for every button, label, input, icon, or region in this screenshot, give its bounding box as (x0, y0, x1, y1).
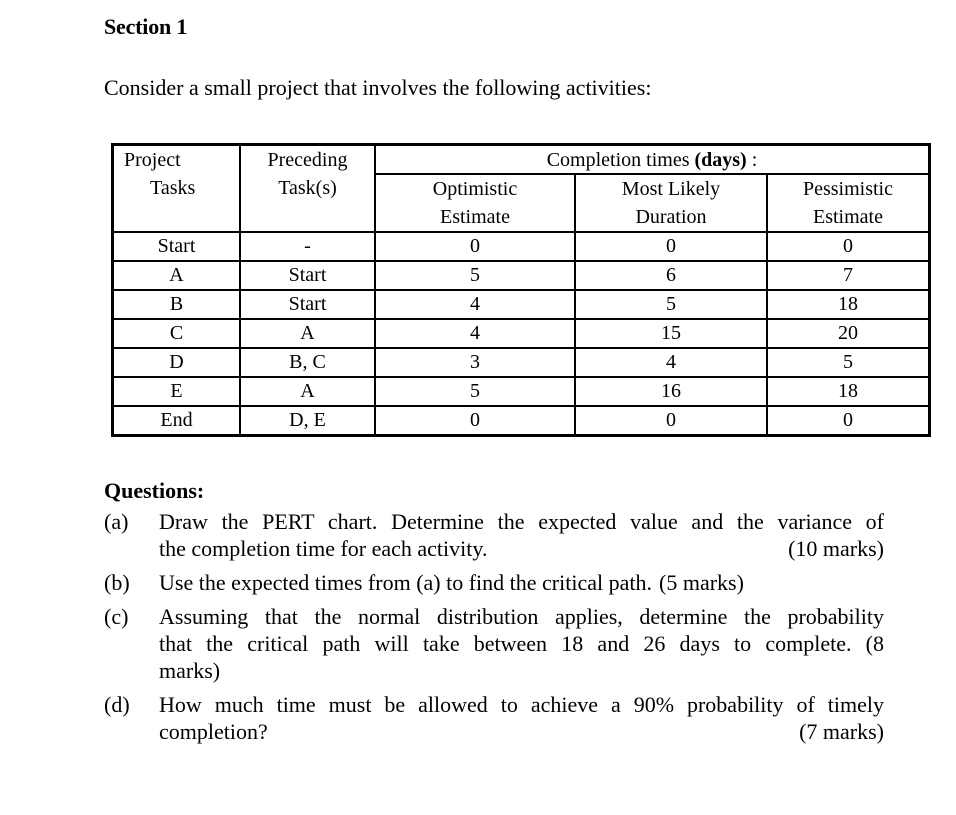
question-d (104, 691, 884, 745)
question-text-line-wrap: the completion time for each activity. (10 marks) (159, 536, 884, 561)
header-pessimistic: Pessimistic Estimate (767, 174, 930, 232)
cell-optimistic: 4 (375, 290, 575, 319)
cell-most-likely: 5 (575, 290, 767, 319)
cell-optimistic: 3 (375, 348, 575, 377)
table-header-row-1 (113, 145, 930, 175)
question-label: (d) (104, 692, 130, 717)
cell-most-likely: 0 (575, 406, 767, 436)
cell-pessimistic: 7 (767, 261, 930, 290)
question-marks: (10 marks) (788, 536, 884, 561)
table-row (113, 232, 930, 261)
question-text-line: Draw the PERT chart. Determine the expected value and the variance of (159, 509, 884, 534)
question-c (104, 603, 884, 684)
question-text-line: that the critical path will take between 18 and 26 days to complete. (8 (159, 631, 884, 656)
cell-task: E (113, 377, 241, 406)
header-optimistic: Optimistic Estimate (375, 174, 575, 232)
question-text-line: Assuming that the normal distribution applies, determine the probability (159, 604, 884, 629)
cell-preceding: A (240, 319, 375, 348)
cell-preceding: Start (240, 261, 375, 290)
table-row (113, 348, 930, 377)
cell-most-likely: 4 (575, 348, 767, 377)
table-row (113, 377, 930, 406)
cell-pessimistic: 0 (767, 232, 930, 261)
intro-text: Consider a small project that involves the following activities: (104, 75, 652, 100)
cell-optimistic: 0 (375, 406, 575, 436)
question-marks: (7 marks) (799, 719, 884, 744)
cell-optimistic: 5 (375, 377, 575, 406)
activities-table (111, 143, 931, 437)
question-text-line-wrap: completion? (7 marks) (159, 719, 884, 744)
table-row (113, 406, 930, 436)
question-label: (c) (104, 604, 129, 629)
table-row (113, 290, 930, 319)
cell-task: Start (113, 232, 241, 261)
cell-preceding: D, E (240, 406, 375, 436)
cell-preceding: B, C (240, 348, 375, 377)
cell-optimistic: 4 (375, 319, 575, 348)
cell-pessimistic: 18 (767, 377, 930, 406)
cell-task: C (113, 319, 241, 348)
header-most-likely: Most Likely Duration (575, 174, 767, 232)
question-label: (b) (104, 570, 130, 595)
cell-task: A (113, 261, 241, 290)
question-marks: (5 marks) (659, 570, 744, 595)
question-text-line: marks) (159, 658, 221, 683)
cell-most-likely: 0 (575, 232, 767, 261)
cell-preceding: Start (240, 290, 375, 319)
cell-pessimistic: 5 (767, 348, 930, 377)
question-label: (a) (104, 509, 129, 534)
questions-section (104, 478, 884, 752)
question-b (104, 569, 884, 596)
cell-task: B (113, 290, 241, 319)
table-row (113, 261, 930, 290)
cell-preceding: - (240, 232, 375, 261)
cell-optimistic: 0 (375, 232, 575, 261)
header-preceding-tasks: Preceding Task(s) (240, 145, 375, 233)
cell-most-likely: 6 (575, 261, 767, 290)
cell-optimistic: 5 (375, 261, 575, 290)
cell-task: End (113, 406, 241, 436)
cell-pessimistic: 20 (767, 319, 930, 348)
question-text-line: How much time must be allowed to achieve a 90% probability of timely (159, 692, 884, 717)
header-completion-times: Completion times (days) : (375, 145, 930, 175)
header-project-tasks: Project Tasks (113, 145, 241, 233)
question-text-line-wrap: Use the expected times from (a) to find the critical path. (5 marks) (159, 570, 744, 595)
cell-most-likely: 15 (575, 319, 767, 348)
cell-pessimistic: 0 (767, 406, 930, 436)
questions-heading: Questions: (104, 478, 205, 503)
cell-task: D (113, 348, 241, 377)
cell-most-likely: 16 (575, 377, 767, 406)
question-a (104, 508, 884, 562)
section-title: Section 1 (104, 14, 188, 39)
table-row (113, 319, 930, 348)
cell-pessimistic: 18 (767, 290, 930, 319)
cell-preceding: A (240, 377, 375, 406)
